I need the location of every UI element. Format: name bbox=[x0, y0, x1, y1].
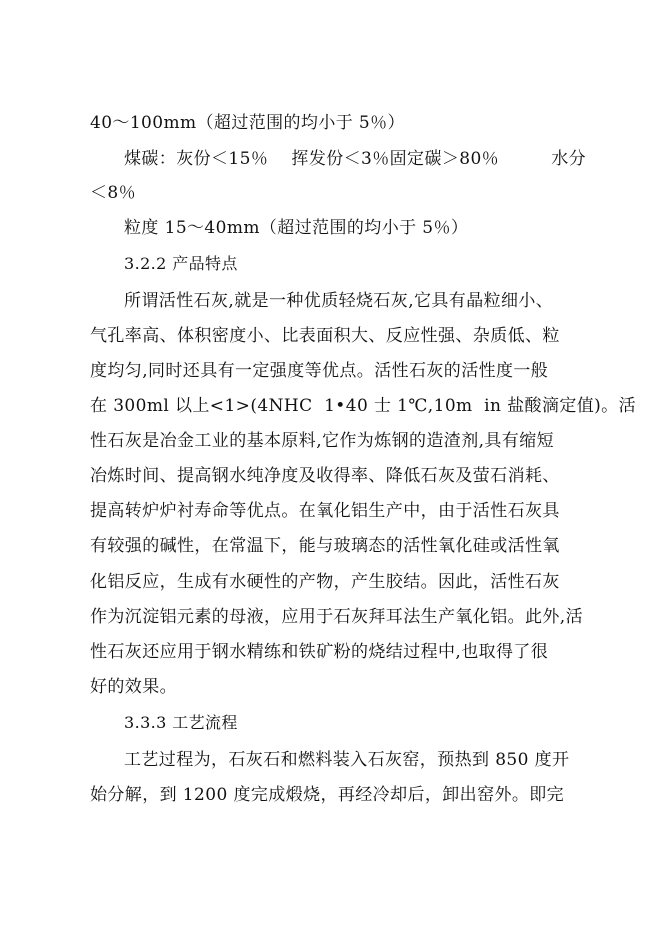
text-line: 有较强的碱性，在常温下，能与玻璃态的活性氧化硅或活性氧 bbox=[90, 536, 560, 556]
text-line: 作为沉淀铝元素的母液，应用于石灰拜耳法生产氧化铝。此外,活 bbox=[90, 607, 584, 627]
text-line: 在 300ml 以上<1>(4NHC 1•40 士 1℃,10m in 盐酸滴定值)。活 bbox=[90, 396, 636, 416]
text-line: 气孔率高、体积密度小、比表面积大、反应性强、杂质低、粒 bbox=[90, 326, 560, 346]
text-line: 性石灰是冶金工业的基本原料,它作为炼钢的造渣剂,具有缩短 bbox=[90, 431, 555, 451]
text-line: 度均匀,同时还具有一定强度等优点。活性石灰的活性度一般 bbox=[90, 361, 549, 381]
text-line: 提高转炉炉衬寿命等优点。在氧化铝生产中，由于活性石灰具 bbox=[90, 501, 560, 521]
text-line: 性石灰还应用于钢水精练和铁矿粉的烧结过程中,也取得了很 bbox=[90, 642, 549, 662]
text-line: 粒度 15～40mm（超过范围的均小于 5％） bbox=[124, 218, 469, 238]
text-line: 工艺过程为，石灰石和燃料装入石灰窑，预热到 850 度开 bbox=[124, 750, 570, 770]
text-line: 所谓活性石灰,就是一种优质轻烧石灰,它具有晶粒细小、 bbox=[124, 291, 554, 311]
section-heading: 3.3.3 工艺流程 bbox=[124, 713, 238, 732]
text-line: 煤碳：灰份＜15％ 挥发份＜3％固定碳＞80％ 水分 bbox=[124, 149, 587, 169]
text-line: 冶炼时间、提高钢水纯净度及收得率、降低石灰及萤石消耗、 bbox=[90, 466, 560, 486]
text-line: 好的效果。 bbox=[90, 677, 177, 697]
text-line: 40～100mm（超过范围的均小于 5％） bbox=[90, 113, 405, 133]
text-line: 始分解，到 1200 度完成煅烧，再经冷却后，卸出窑外。即完 bbox=[90, 785, 565, 805]
text-line: ＜8％ bbox=[90, 183, 137, 203]
text-line: 化铝反应，生成有水硬性的产物，产生胶结。因此，活性石灰 bbox=[90, 572, 560, 592]
section-heading: 3.2.2 产品特点 bbox=[124, 254, 238, 273]
